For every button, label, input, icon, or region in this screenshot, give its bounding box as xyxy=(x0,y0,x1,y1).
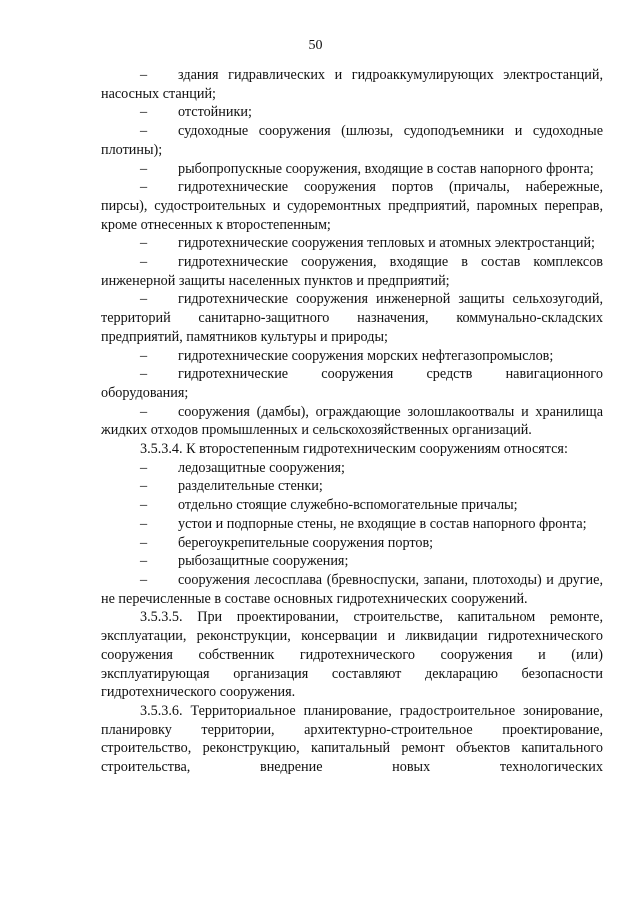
secondary-structures-list xyxy=(101,459,603,609)
list-item-text: здания гидравлических и гидроаккумулирующих электростанций, насосных станций; xyxy=(101,67,603,102)
list-item-text: судоходные сооружения (шлюзы, судоподъемники и судоходные плотины); xyxy=(101,123,603,158)
list-item xyxy=(101,365,603,402)
list-dash: – xyxy=(140,104,148,121)
paragraph-3-5-3-5: 3.5.3.5. При проектировании, строительстве, капитальном ремонте, эксплуатации, реконструкции, консервации и ликвидации гидротехнического сооружения собственник гидротехнического сооружения и (или) эксплуатирующая организация составляют декларацию безопасности гидротехнического сооружения. xyxy=(101,609,603,701)
list-item-text: гидротехнические сооружения портов (причалы, набережные, пирсы), судостроительных и судоремонтных предприятий, паромных переправ, кроме отнесенных к второстепенным; xyxy=(101,179,603,233)
list-item xyxy=(101,571,603,608)
list-item xyxy=(101,496,603,515)
list-item-text: сооружения лесосплава (бревноспуски, запани, плотоходы) и другие, не перечисленные в составе основных гидротехнических сооружений. xyxy=(101,571,603,607)
list-dash: – xyxy=(140,291,148,308)
list-dash: – xyxy=(140,478,148,495)
list-item-text: разделительные стенки; xyxy=(178,478,323,495)
list-dash: – xyxy=(140,515,148,532)
main-structures-list xyxy=(101,66,603,440)
list-item-text: рыбопропускные сооружения, входящие в состав напорного фронта; xyxy=(178,160,594,177)
list-item xyxy=(101,552,603,571)
list-item-text: устои и подпорные стены, не входящие в состав напорного фронта; xyxy=(178,515,587,532)
list-item-text: отстойники; xyxy=(178,104,252,121)
list-dash: – xyxy=(140,459,148,476)
list-dash: – xyxy=(140,366,148,383)
list-dash: – xyxy=(140,534,148,551)
list-dash: – xyxy=(140,179,148,196)
list-item-text: сооружения (дамбы), ограждающие золошлакоотвалы и хранилища жидких отходов промышленных и сельскохозяйственных организаций. xyxy=(101,403,603,439)
list-dash: – xyxy=(140,571,148,588)
list-item xyxy=(101,178,603,234)
list-item xyxy=(101,477,603,496)
list-dash: – xyxy=(140,123,148,140)
list-dash: – xyxy=(140,254,148,271)
list-item-text: рыбозащитные сооружения; xyxy=(178,553,349,570)
list-item xyxy=(101,253,603,290)
list-item xyxy=(101,160,603,179)
list-item-text: гидротехнические сооружения инженерной защиты сельхозугодий, территорий санитарно-защитного назначения, коммунально-складских предприятий, памятников культуры и природы; xyxy=(101,291,603,345)
list-item-text: гидротехнические сооружения морских нефтегазопромыслов; xyxy=(178,347,554,364)
list-item-text: отдельно стоящие служебно-вспомогательные причалы; xyxy=(178,497,518,514)
list-item xyxy=(101,534,603,553)
list-item xyxy=(101,515,603,534)
list-dash: – xyxy=(140,235,148,252)
list-dash: – xyxy=(140,160,148,177)
list-item-text: гидротехнические сооружения тепловых и атомных электростанций; xyxy=(178,235,595,252)
list-dash: – xyxy=(140,67,148,83)
list-item xyxy=(101,234,603,253)
list-item xyxy=(101,103,603,122)
list-dash: – xyxy=(140,347,148,364)
list-dash: – xyxy=(140,497,148,514)
list-item xyxy=(101,66,603,103)
list-dash: – xyxy=(140,403,148,420)
list-item-text: ледозащитные сооружения; xyxy=(178,459,345,476)
list-item xyxy=(101,347,603,366)
list-item xyxy=(101,290,603,346)
list-item xyxy=(101,403,603,440)
page-number: 50 xyxy=(308,38,323,53)
list-item xyxy=(101,459,603,478)
document-body xyxy=(101,66,603,777)
list-item-text: берегоукрепительные сооружения портов; xyxy=(178,534,434,551)
list-item-text: гидротехнические сооружения средств навигационного оборудования; xyxy=(101,366,603,401)
list-dash: – xyxy=(140,553,148,570)
paragraph-3-5-3-6: 3.5.3.6. Территориальное планирование, градостроительное зонирование, планировку территории, архитектурно-строительное проектирование, строительство, реконструкцию, капитальный ремонт объектов капитального строительства, внедрение новых технологических xyxy=(101,702,603,776)
list-item xyxy=(101,122,603,159)
list-item-text: гидротехнические сооружения, входящие в состав комплексов инженерной защиты населенных пунктов и предприятий; xyxy=(101,254,603,289)
paragraph-3-5-3-4: 3.5.3.4. К второстепенным гидротехническим сооружениям относятся: xyxy=(140,441,568,458)
